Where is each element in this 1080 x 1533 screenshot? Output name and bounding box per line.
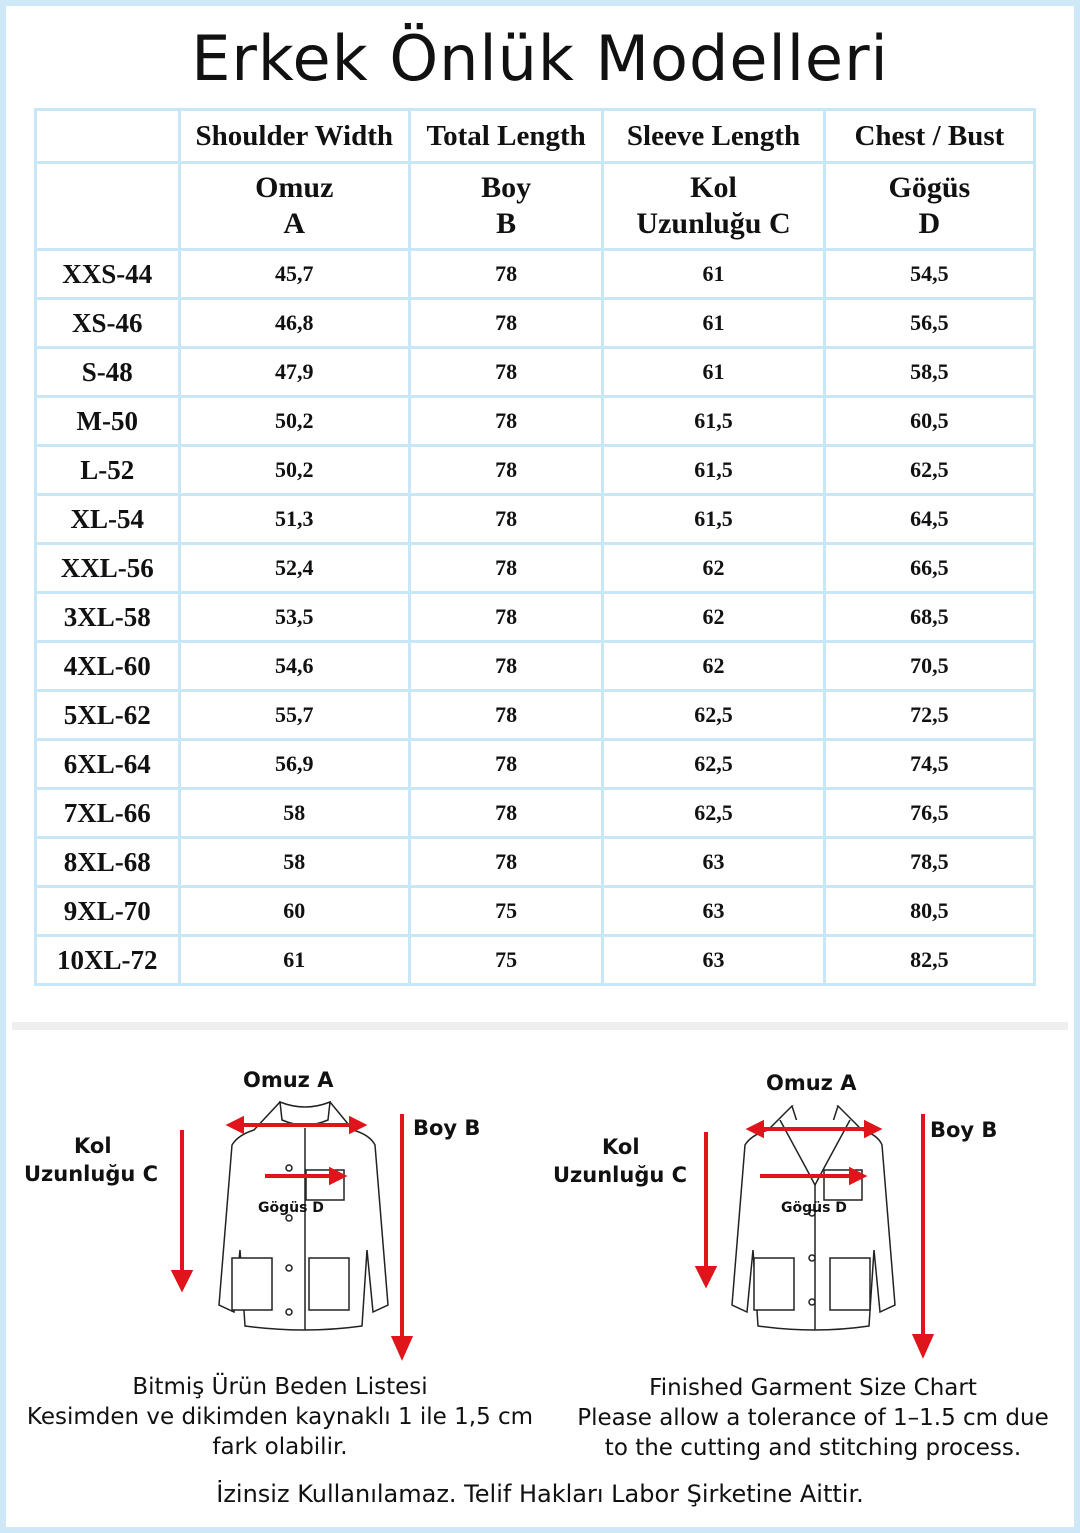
header-cell: Omuz A (179, 163, 409, 250)
value-cell: 68,5 (824, 593, 1034, 642)
value-cell: 58 (179, 838, 409, 887)
size-cell: XXL-56 (36, 544, 180, 593)
value-cell: 55,7 (179, 691, 409, 740)
value-cell: 78 (409, 299, 602, 348)
table-row (36, 789, 1035, 838)
value-cell: 70,5 (824, 642, 1034, 691)
value-cell: 78 (409, 446, 602, 495)
size-cell: M-50 (36, 397, 180, 446)
value-cell: 50,2 (179, 397, 409, 446)
table-row (36, 299, 1035, 348)
value-cell: 58 (179, 789, 409, 838)
size-cell: 10XL-72 (36, 936, 180, 985)
caption-en: Finished Garment Size Chart Please allow a tolerance of 1–1.5 cm due to the cutting and stitching process. (577, 1375, 1049, 1461)
value-cell: 56,5 (824, 299, 1034, 348)
size-cell: 9XL-70 (36, 887, 180, 936)
size-cell: 7XL-66 (36, 789, 180, 838)
table-row (36, 838, 1035, 887)
page-title: Erkek Önlük Modelleri (191, 22, 889, 95)
header-cell: Gögüs D (824, 163, 1034, 250)
table-row (36, 544, 1035, 593)
omuz-label: Omuz A (243, 1068, 334, 1092)
header-cell: Kol Uzunluğu C (603, 163, 824, 250)
size-cell: L-52 (36, 446, 180, 495)
table-row (36, 593, 1035, 642)
boy-label: Boy B (930, 1118, 998, 1142)
table-row (36, 348, 1035, 397)
size-cell: XXS-44 (36, 250, 180, 299)
value-cell: 76,5 (824, 789, 1034, 838)
table-row (36, 250, 1035, 299)
value-cell: 78 (409, 495, 602, 544)
header-cell: Boy B (409, 163, 602, 250)
boy-label: Boy B (413, 1116, 481, 1140)
value-cell: 74,5 (824, 740, 1034, 789)
diagram-lapel-collar (540, 1050, 1060, 1370)
value-cell: 58,5 (824, 348, 1034, 397)
size-cell: XL-54 (36, 495, 180, 544)
value-cell: 60,5 (824, 397, 1034, 446)
value-cell: 62,5 (603, 740, 824, 789)
value-cell: 47,9 (179, 348, 409, 397)
value-cell: 62 (603, 642, 824, 691)
value-cell: 78 (409, 838, 602, 887)
value-cell: 82,5 (824, 936, 1034, 985)
header-row-en (36, 110, 1035, 163)
value-cell: 62,5 (603, 691, 824, 740)
value-cell: 62,5 (824, 446, 1034, 495)
value-cell: 78 (409, 348, 602, 397)
copyright-footer: İzinsiz Kullanılamaz. Telif Hakları Labor Şirketine Aittir. (216, 1480, 864, 1508)
table-row (36, 691, 1035, 740)
table-row (36, 495, 1035, 544)
value-cell: 51,3 (179, 495, 409, 544)
value-cell: 78 (409, 250, 602, 299)
section-divider (12, 1022, 1068, 1030)
value-cell: 45,7 (179, 250, 409, 299)
value-cell: 56,9 (179, 740, 409, 789)
table-row (36, 642, 1035, 691)
value-cell: 50,2 (179, 446, 409, 495)
header-cell: Shoulder Width (179, 110, 409, 163)
value-cell: 54,5 (824, 250, 1034, 299)
kol-label-2: Uzunluğu C (24, 1162, 159, 1186)
value-cell: 66,5 (824, 544, 1034, 593)
value-cell: 63 (603, 838, 824, 887)
size-cell: S-48 (36, 348, 180, 397)
value-cell: 63 (603, 887, 824, 936)
header-cell (36, 110, 180, 163)
caption-tr: Bitmiş Ürün Beden Listesi Kesimden ve dikimden kaynaklı 1 ile 1,5 cm fark olabilir. (26, 1374, 534, 1460)
value-cell: 64,5 (824, 495, 1034, 544)
value-cell: 72,5 (824, 691, 1034, 740)
header-cell: Sleeve Length (603, 110, 824, 163)
header-cell: Chest / Bust (824, 110, 1034, 163)
table-row (36, 740, 1035, 789)
value-cell: 75 (409, 887, 602, 936)
value-cell: 61 (603, 348, 824, 397)
value-cell: 78 (409, 397, 602, 446)
value-cell: 78,5 (824, 838, 1034, 887)
value-cell: 62 (603, 544, 824, 593)
header-cell (36, 163, 180, 250)
value-cell: 78 (409, 691, 602, 740)
value-cell: 78 (409, 544, 602, 593)
value-cell: 54,6 (179, 642, 409, 691)
size-cell: 5XL-62 (36, 691, 180, 740)
value-cell: 61 (179, 936, 409, 985)
diagram-stand-collar (10, 1050, 530, 1370)
value-cell: 80,5 (824, 887, 1034, 936)
table-row (36, 397, 1035, 446)
size-cell: 3XL-58 (36, 593, 180, 642)
table-row (36, 936, 1035, 985)
value-cell: 60 (179, 887, 409, 936)
kol-label: Kol (602, 1135, 640, 1159)
size-cell: 4XL-60 (36, 642, 180, 691)
gogus-label: Gögüs D (781, 1200, 847, 1216)
table-row (36, 446, 1035, 495)
value-cell: 62,5 (603, 789, 824, 838)
kol-label: Kol (74, 1134, 112, 1158)
kol-label-2: Uzunluğu C (553, 1163, 688, 1187)
value-cell: 46,8 (179, 299, 409, 348)
gogus-label: Gögüs D (258, 1200, 324, 1216)
table-row (36, 887, 1035, 936)
value-cell: 61,5 (603, 446, 824, 495)
header-cell: Total Length (409, 110, 602, 163)
value-cell: 78 (409, 789, 602, 838)
value-cell: 61,5 (603, 397, 824, 446)
omuz-label: Omuz A (766, 1071, 857, 1095)
value-cell: 78 (409, 740, 602, 789)
size-cell: 6XL-64 (36, 740, 180, 789)
value-cell: 52,4 (179, 544, 409, 593)
value-cell: 61,5 (603, 495, 824, 544)
value-cell: 78 (409, 642, 602, 691)
size-cell: XS-46 (36, 299, 180, 348)
value-cell: 75 (409, 936, 602, 985)
size-cell: 8XL-68 (36, 838, 180, 887)
value-cell: 53,5 (179, 593, 409, 642)
value-cell: 61 (603, 299, 824, 348)
value-cell: 62 (603, 593, 824, 642)
value-cell: 61 (603, 250, 824, 299)
header-row-tr (36, 163, 1035, 250)
value-cell: 63 (603, 936, 824, 985)
value-cell: 78 (409, 593, 602, 642)
size-table (34, 108, 1036, 986)
